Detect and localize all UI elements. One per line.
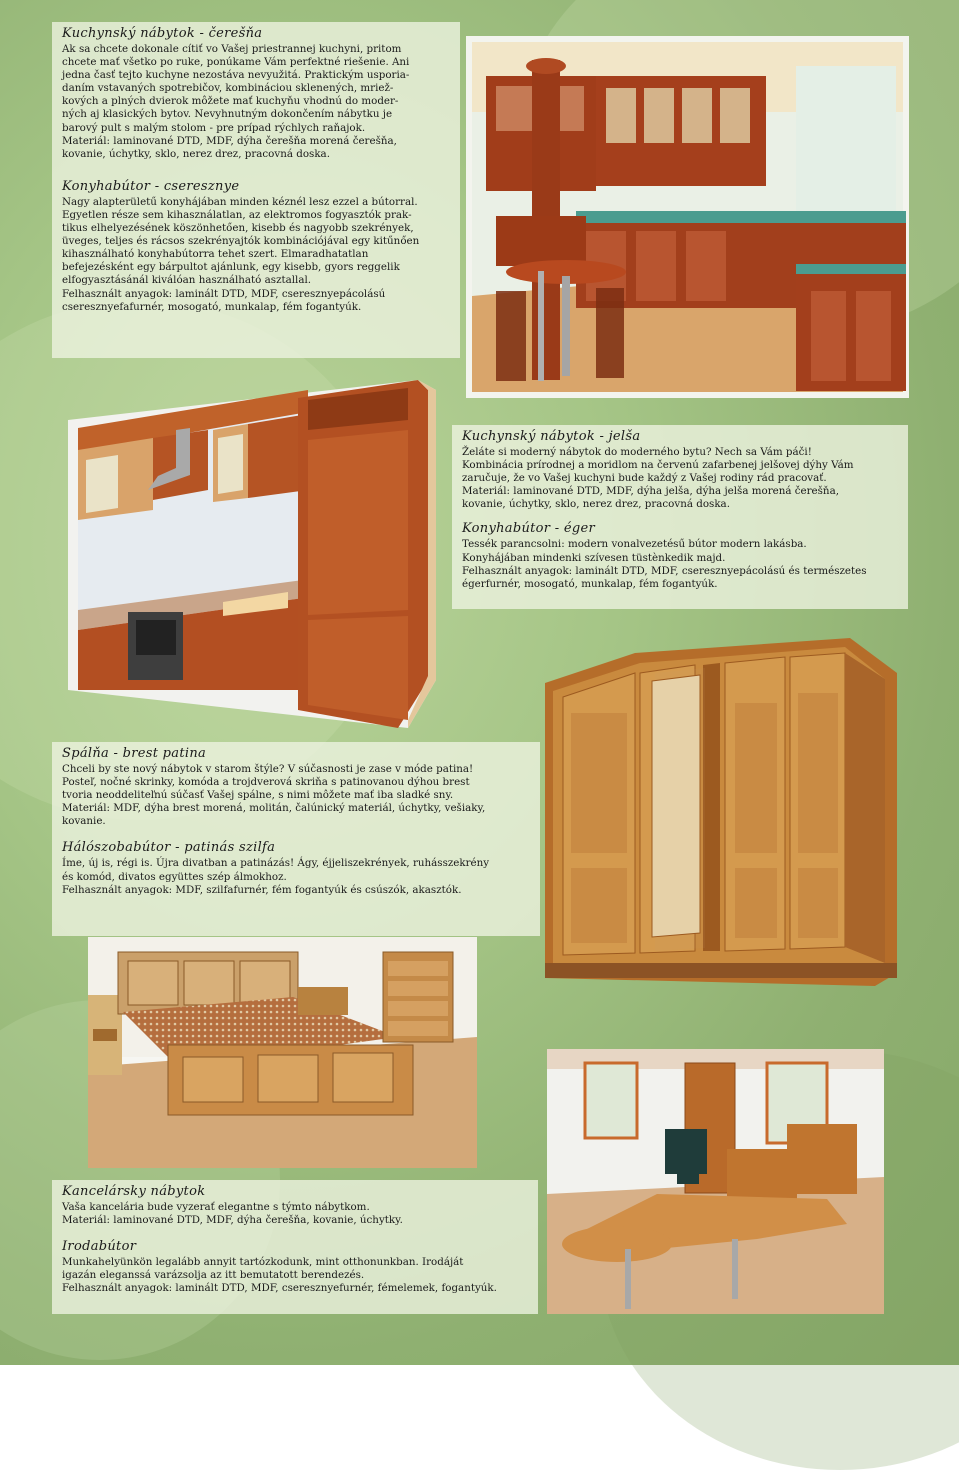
kitchen-cherry-photo [466,36,909,398]
kitchen-alder-body-sk: Želáte si moderný nábytok do moderného bytu? Nech sa Vám páči! Kombinácia prírodnej a moridlom na červenú zafarbenej jelšovej dýhy Vám zaručuje, že vo Vašej kuchyni bude každý z Vašej rodiny rád pracovať. Materiál: laminované DTD, MDF, dýha jelša, dýha jelša morená čerešňa, kovanie, úchytky, sklo, nerez drez, pracovná doska. [462,446,854,511]
office-body-hu: Munkahelyünkön legalább annyit tartózkodunk, mint otthonunkban. Irodáját igazán eleganssá varázsolja az itt bemutatott berendezés. Felhasznált anyagok: laminált DTD, MDF, cseresznyefurnér, fémelemek, fogantyúk. [62,1256,497,1295]
kitchen-cherry-body-sk: Ak sa chcete dokonale cítiť vo Vašej priestrannej kuchyni, pritom chcete mať všetko po ruke, ponúkame Vám perfektné riešenie. Ani jedna časť tejto kuchyne nezostáva nevyužitá. Praktickým usporia- daním vstavaných spotrebičov, kombináciou sklenených, mriež- kových a plných dvierok môžete mať kuchyňu vhodnú do moder- ných aj klasických bytov. Nevyhnutným dokončením nábytku je barový pult s malým stolom - pre prípad rýchlych raňajok. Materiál: laminované DTD, MDF, dýha čerešňa morená čerešňa, kovanie, úchytky, sklo, nerez drez, pracovná doska. [62,43,410,160]
bedroom-body-hu: Íme, új is, régi is. Újra divatban a patinázás! Ágy, éjjeliszekrények, ruhásszekrény és komód, divatos együttes szép álmokhoz. Felhasznált anyagok: MDF, szilfafurnér, fém fogantyúk és csúszók, akasztók. [62,857,490,896]
kitchen-cherry-body-hu: Nagy alapterületű konyhájában minden kéznél lesz ezzel a bútorral. Egyetlen része sem kihasználatlan, az elektromos fogyasztók prak- tikus elhelyezésének köszönhetően, kisebb és nagyobb szekrények, üveges, teljes és rácsos szekrényajtók kombinációjával egy kitűnően kihasználható konyhabútorra tehet szert. Elmaradhatatlan befejezésként egy bárpultot ajánlunk, egy kisebb, gyors reggelik elfogyasztásánál kiválóan használható asztallal. Felhasznált anyagok: laminált DTD, MDF, cseresznyepácolású cseresznyefafurnér, mosogató, munkalap, fém fogantyúk. [62,195,420,313]
kitchen-alder-title-sk: Kuchynský nábytok - jelša [462,429,641,444]
kitchen-cherry-title-sk: Kuchynský nábytok - čerešňa [62,26,263,41]
kitchen-alder-text-panel [452,425,908,609]
bedroom-photo [88,937,477,1168]
bedroom-text-panel [52,742,540,936]
kitchen-cherry-text-panel [52,22,460,358]
bedroom-body-sk: Chceli by ste nový nábytok v starom štýle? V súčasnosti je zase v móde patina! Posteľ, nočné skrinky, komóda a trojdverová skriňa s patinovanou dýhou brest tvoria neoddeliteľnú súčasť Vašej spálne, s nimi môžete mať iba sladké sny. Materiál: MDF, dýha brest morená, molitán, čalúnický materiál, úchytky, vešiaky, kovanie. [62,763,486,828]
kitchen-cherry-title-hu: Konyhabútor - cseresznye [62,178,240,194]
office-body-sk: Vaša kancelária bude vyzerať elegantne s týmto nábytkom. Materiál: laminované DTD, MDF, dýha čerešňa, kovanie, úchytky. [62,1201,403,1227]
office-photo [547,1049,884,1314]
wardrobe-photo [545,633,897,986]
office-title-sk: Kancelársky nábytok [62,1184,206,1199]
kitchen-alder-title-hu: Konyhabútor - éger [462,521,595,537]
bedroom-title-hu: Hálószobabútor - patinás szilfa [62,840,276,856]
office-text-panel [52,1180,538,1314]
office-title-hu: Irodabútor [62,1239,137,1255]
bedroom-title-sk: Spálňa - brest patina [62,746,207,761]
kitchen-alder-photo [58,380,436,728]
kitchen-alder-body-hu: Tessék parancsolni: modern vonalvezetésű bútor modern lakásba. Konyhájában mindenki szívesen tüstènkedik majd. Felhasznált anyagok: laminált DTD, MDF, cseresznyepácolású és természetes égerfurnér, mosogató, munkalap, fém fogantyúk. [462,538,867,590]
